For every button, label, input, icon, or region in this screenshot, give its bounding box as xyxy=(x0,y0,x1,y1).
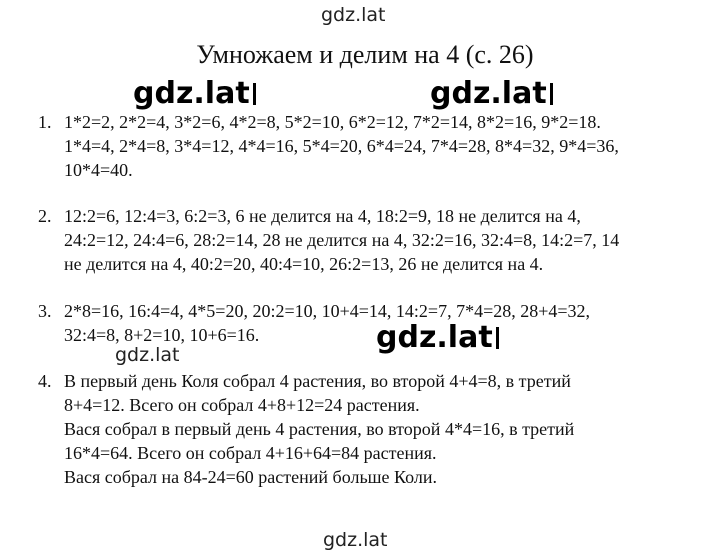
exercise-line: 24:2=12, 24:4=6, 28:2=14, 28 не делится на 4, 32:2=16, 32:4=8, 14:2=7, 14 xyxy=(64,230,620,250)
watermark-top: gdz.lat xyxy=(321,4,386,26)
watermark-big-right-text: gdz.lat xyxy=(430,76,547,111)
watermark-bottom: gdz.lat xyxy=(323,529,388,551)
exercise-line: Вася собрал в первый день 4 растения, во второй 4*4=16, в третий xyxy=(64,419,575,439)
exercise-line: 1*2=2, 2*2=4, 3*2=6, 4*2=8, 5*2=10, 6*2=12, 7*2=14, 8*2=16, 9*2=18. xyxy=(64,112,601,132)
exercise-line: 1*4=4, 2*4=8, 3*4=12, 4*4=16, 5*4=20, 6*4=24, 7*4=28, 8*4=32, 9*4=36, xyxy=(64,136,619,156)
exercise-body xyxy=(64,204,619,276)
exercise-number: 2. xyxy=(38,206,52,226)
watermark-cursor-bar xyxy=(550,83,553,105)
exercise-body xyxy=(64,110,619,182)
exercise-number: 1. xyxy=(38,112,52,132)
page-title: Умножаем и делим на 4 (с. 26) xyxy=(196,40,534,69)
exercise-body xyxy=(64,299,590,347)
watermark-cursor-bar xyxy=(496,327,499,349)
exercise-line: 10*4=40. xyxy=(64,160,133,180)
exercise-line: 8+4=12. Всего он собрал 4+8+12=24 растения. xyxy=(64,395,420,415)
watermark-big-left xyxy=(133,76,256,111)
exercise-number: 4. xyxy=(38,371,52,391)
exercise-number: 3. xyxy=(38,301,52,321)
watermark-big-mid-text: gdz.lat xyxy=(376,320,493,355)
watermark-big-mid xyxy=(376,320,499,355)
watermark-big-left-text: gdz.lat xyxy=(133,76,250,111)
exercise-body xyxy=(64,369,574,489)
exercise-line: В первый день Коля собрал 4 растения, во второй 4+4=8, в третий xyxy=(64,371,571,391)
exercise-line: 32:4=8, 8+2=10, 10+6=16. xyxy=(64,325,260,345)
exercise-line: 16*4=64. Всего он собрал 4+16+64=84 растения. xyxy=(64,443,437,463)
watermark-cursor-bar xyxy=(253,83,256,105)
exercise-line: 12:2=6, 12:4=3, 6:2=3, 6 не делится на 4, 18:2=9, 18 не делится на 4, xyxy=(64,206,581,226)
watermark-small-mid: gdz.lat xyxy=(115,344,180,366)
exercise-line: Вася собрал на 84-24=60 растений больше Коли. xyxy=(64,467,437,487)
exercise-line: не делится на 4, 40:2=20, 40:4=10, 26:2=13, 26 не делится на 4. xyxy=(64,254,544,274)
exercise-line: 2*8=16, 16:4=4, 4*5=20, 20:2=10, 10+4=14, 14:2=7, 7*4=28, 28+4=32, xyxy=(64,301,591,321)
watermark-big-right xyxy=(430,76,553,111)
